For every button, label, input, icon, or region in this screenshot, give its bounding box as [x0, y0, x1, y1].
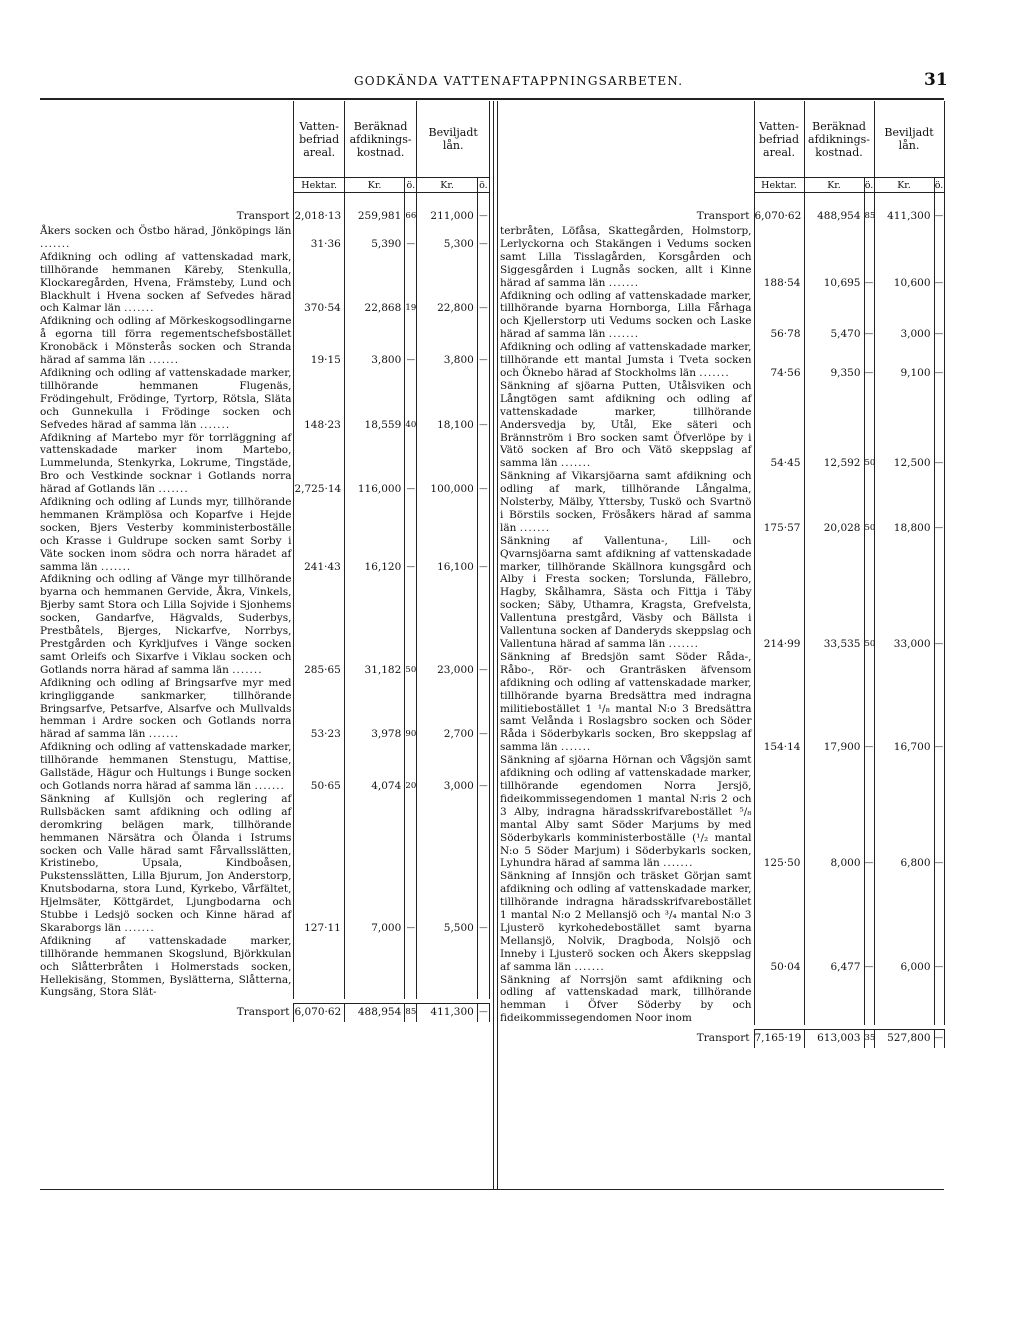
- transport-label: Transport: [696, 1031, 750, 1044]
- entry-description: [40, 935, 294, 1000]
- entry-text: Sänkning af Bredsjön samt Söder Råda-, Råbo-, Rör- och Granträsken äfvensom afdikning och odling af vattenskadade marker, tillhörande byarna Bredsättra med indragna militiebostället 1 ¹/₈ mantal N:o 3 Bredsättra samt Velånda i Roslagsbro socken och Söder Råda i Söderbykarls socken, Bro skeppslag af samma län: [500, 650, 752, 754]
- entry-text: Afdikning och odling af vattenskadade marker, tillhörande ett mantal Jumsta i Tveta socken och Öknebo härad af Stockholms län: [500, 341, 752, 379]
- entry-text: terbråten, Löfåsa, Skattegården, Holmstorp, Lerlyckorna och Stakängen i Vedums socken samt Lilla Tisslagården, Korsgården och Siggesgården i Lugnås socken, allt i Kinne härad af samma län: [500, 225, 752, 289]
- transport-in-row: [40, 207, 490, 225]
- unit-ore: ö.: [934, 179, 944, 191]
- loan-kr-cell: 3,000: [417, 741, 477, 793]
- cost-ore-cell: —: [864, 290, 874, 342]
- entry-row: [500, 341, 944, 380]
- loan-kr-cell: 18,100: [417, 367, 477, 432]
- area-cell: 6,070·62: [294, 1003, 344, 1022]
- transport-label: Transport: [236, 1006, 290, 1019]
- entry-description: [40, 367, 294, 432]
- area-cell: 50·65: [294, 741, 344, 793]
- entry-text: Sänkning af Vikarsjöarna samt afdikning och odling af mark, tillhörande Långalma, Nolsterby, Mälby, Yttersby, Tuskö och Svartnö i Börstils socken, Frösåkers härad af samma län: [500, 470, 752, 534]
- loan-header: Beviljadt lån.: [874, 101, 944, 178]
- loan-kr-cell: 5,300: [417, 225, 477, 251]
- entry-text: Sänkning af sjöarna Putten, Utålsviken och Långtögen samt afdikning och odling af vattenskadade marker, tillhörande Andersvedja by, Utål, Eke säteri och Brännström i Bro socken samt Öfverlöpe by i Vätö socken af Bro och Vätö skeppslag af samma län: [500, 379, 752, 470]
- leader-dots: .......: [574, 960, 605, 973]
- loan-ore-cell: —: [934, 380, 944, 470]
- cost-ore-cell: 66: [405, 207, 417, 225]
- cost-kr-cell: 16,120: [344, 496, 404, 573]
- loan-ore-cell: —: [934, 1029, 944, 1048]
- entry-text: Sänkning af sjöarna Hörnan och Vågsjön samt afdikning och odling af vattenskadade marker, tillhörande egendomen Norra Jersjö, fideikommissegendomen 1 mantal N:ris 2 och 3 Alby, indragna häradsskrifvarebostället ⁵/₈ mantal Alby samt Söder Marjums by med Söderbykarls komministerboställe (¹/₂ mantal N:o 5 Söder Marjum) i Söderbykarls socken, Lyhundra härad af samma län: [500, 754, 752, 870]
- entry-row: [40, 251, 490, 316]
- loan-header: Beviljadt lån.: [417, 101, 490, 178]
- cost-kr-cell: 3,800: [344, 315, 404, 367]
- area-cell: 7,165·19: [754, 1029, 804, 1048]
- entry-description: [500, 225, 754, 290]
- leader-dots: .......: [148, 354, 180, 367]
- entry-description: [40, 315, 294, 367]
- leader-dots: .......: [158, 483, 189, 496]
- unit-kr: Kr.: [344, 178, 404, 193]
- cost-ore-cell: 50: [864, 535, 874, 651]
- loan-ore-cell: —: [934, 225, 944, 290]
- loan-ore-cell: —: [934, 870, 944, 973]
- cost-ore-cell: [405, 935, 417, 1000]
- entry-description: [40, 793, 294, 935]
- leader-dots: .......: [254, 779, 285, 792]
- bottom-rule: [40, 1189, 944, 1190]
- loan-ore-cell: —: [477, 225, 489, 251]
- entry-row: [40, 935, 490, 1000]
- cost-kr-cell: 10,695: [804, 225, 864, 290]
- loan-ore-cell: —: [934, 535, 944, 651]
- cost-ore-cell: 50: [405, 573, 417, 676]
- loan-ore-cell: —: [934, 470, 944, 535]
- loan-kr-cell: 3,000: [874, 290, 934, 342]
- cost-kr-cell: 3,978: [344, 677, 404, 742]
- loan-ore-cell: —: [477, 251, 489, 316]
- leader-dots: .......: [124, 921, 155, 934]
- leader-dots: .......: [519, 521, 551, 534]
- cost-ore-cell: —: [405, 432, 417, 497]
- transport-label: Transport: [696, 209, 750, 222]
- cost-kr-cell: 17,900: [804, 651, 864, 754]
- entry-text: Sänkning af Kullsjön och reglering af Rullsbäcken samt afdikning och odling af deromkring belägen mark, tillhörande hemmanen Närsätra och Ölanda i Istrums socken och Valle härad samt Fårvallsslätten, Kristinebo, Upsala, Kindboåsen, Pukstensslätten, Lilla Bjurum, Jon Anderstorp, Knutsbodarna, stora Lund, Kyrkebo, Vårfältet, Hjelmsäter, Köttgärdet, Ljungbodarna och Stubbe i Ledsjö socken och Kinne härad af Skaraborgs län: [40, 792, 292, 934]
- cost-kr-cell: 8,000: [804, 754, 864, 870]
- entry-row: [40, 573, 490, 676]
- loan-kr-cell: [874, 974, 934, 1026]
- transport-out-row: [500, 1029, 944, 1048]
- loan-kr-cell: 16,100: [417, 496, 477, 573]
- leader-dots: .......: [560, 457, 592, 470]
- entry-description: [500, 535, 754, 651]
- area-cell: [754, 974, 804, 1026]
- transport-in-row: [500, 207, 944, 225]
- cost-kr-cell: 116,000: [344, 432, 404, 497]
- entry-description: [500, 341, 754, 380]
- loan-ore-cell: —: [477, 432, 489, 497]
- unit-hektar: Hektar.: [294, 178, 344, 193]
- area-cell: 214·99: [754, 535, 804, 651]
- loan-kr-cell: 16,700: [874, 651, 934, 754]
- entry-row: [500, 290, 944, 342]
- loan-kr-cell: 3,800: [417, 315, 477, 367]
- area-cell: 125·50: [754, 754, 804, 870]
- area-cell: [294, 935, 344, 1000]
- entry-row: [40, 741, 490, 793]
- area-cell: 2,725·14: [294, 432, 344, 497]
- cost-ore-cell: —: [864, 870, 874, 973]
- cost-kr-cell: 4,074: [344, 741, 404, 793]
- area-cell: 154·14: [754, 651, 804, 754]
- page-number: 31: [924, 70, 948, 90]
- area-cell: 50·04: [754, 870, 804, 973]
- leader-dots: .......: [199, 418, 231, 431]
- leader-dots: .......: [560, 741, 592, 754]
- cost-ore-cell: 40: [405, 367, 417, 432]
- entry-description: [500, 651, 754, 754]
- cost-header: Beräknad afdiknings- kostnad.: [344, 101, 417, 178]
- entry-description: [40, 225, 294, 251]
- leader-dots: .......: [668, 638, 700, 650]
- entry-text: Afdikning af Martebo myr för torrläggning af vattenskadade marker inom Martebo, Lummelunda, Stenkyrka, Lokrume, Tingstäde, Bro och Vestkinde socknar i Gotlands norra härad af Gotlands län: [40, 431, 292, 496]
- loan-ore-cell: [934, 974, 944, 1026]
- unit-kr: Kr.: [417, 178, 477, 193]
- loan-kr-cell: 22,800: [417, 251, 477, 316]
- entry-row: [500, 754, 944, 870]
- entry-text: Sänkning af Innsjön och träsket Görjan samt afdikning och odling af vattenskadade marker, tillhörande indragna häradsskrifvarebostället 1 mantal N:o 2 Mellansjö och ³/₄ mantal N:o 3 Ljusterö kyrkohedebostället samt byarna Mellansjö, Nolvik, Dragboda, Nolsjö och Inneby i Ljusterö socken och Åkers skeppslag af samma län: [500, 870, 752, 973]
- loan-kr-cell: 6,000: [874, 870, 934, 973]
- area-cell: 175·57: [754, 470, 804, 535]
- area-header: Vatten- befriad areal.: [754, 101, 804, 178]
- loan-ore-cell: —: [477, 1003, 489, 1022]
- loan-kr-cell: 9,100: [874, 341, 934, 380]
- entry-text: Afdikning och odling af Mörkeskogsodlingarne å egorna till förra regementschefsbostället Kronobäck i Mönsterås socken och Stranda härad af samma län: [40, 315, 292, 367]
- entry-text: Afdikning och odling af vattenskadade marker, tillhörande hemmanen Flugenäs, Frödingehult, Frödinge, Tyrtorp, Rötsla, Släta och Gunnekulla i Frödinge socken och Sefvedes härad af samma län: [40, 366, 292, 431]
- entry-text: Afdikning och odling af Vänge myr tillhörande byarna och hemmanen Gervide, Åkra, Vinkels, Bjerby samt Stora och Lilla Sojvide i Sjonhems socken, Gandarfve, Hägvalds, Suderbys, Prestbåtels, Bjerges, Nickarfve, Norrbys, Prestgården och Kyrkljufves i Vänge socken samt Orleifs och Sixarfve i Viklau socken och Gotlands norra härad af samma län: [40, 573, 292, 676]
- loan-kr-cell: 5,500: [417, 793, 477, 935]
- leader-dots: .......: [148, 728, 180, 741]
- entry-text: Sänkning af Norrsjön samt afdikning och odling af vattenskadad mark, tillhörande hemman i Öfver Söderby by och fideikommissegendomen Noor inom: [500, 973, 752, 1025]
- cost-kr-cell: [344, 935, 404, 1000]
- entry-text: Sänkning af Vallentuna-, Lill- och Qvarnsjöarna samt afdikning af vattenskadade marker, tillhörande Skällnora kungsgård och Alby i Fresta socken; Torslunda, Fällebro, Hagby, Skålhamra, Sästa och Fittja i Täby socken; Säby, Uthamra, Kragsta, Grefvelsta, Vallentuna prestgård, Väsby och Bällsta i Vallentuna socken af Danderyds skeppslag och Vallentuna härad af samma län: [500, 534, 752, 650]
- loan-ore-cell: —: [477, 496, 489, 573]
- entry-row: [500, 380, 944, 470]
- cost-ore-cell: —: [864, 651, 874, 754]
- loan-ore-cell: —: [477, 367, 489, 432]
- loan-kr-cell: 10,600: [874, 225, 934, 290]
- entry-row: [40, 315, 490, 367]
- left-column: [40, 101, 490, 1189]
- cost-ore-cell: —: [405, 496, 417, 573]
- cost-kr-cell: 9,350: [804, 341, 864, 380]
- area-cell: 31·36: [294, 225, 344, 251]
- entry-description: [500, 870, 754, 973]
- loan-kr-cell: 411,300: [874, 207, 934, 225]
- entry-text: Åkers socken och Östbo härad, Jönköpings län: [40, 225, 292, 237]
- cost-ore-cell: 90: [405, 677, 417, 742]
- leader-dots: .......: [232, 663, 263, 676]
- cost-ore-cell: 50: [864, 380, 874, 470]
- area-cell: 370·54: [294, 251, 344, 316]
- cost-kr-cell: 6,477: [804, 870, 864, 973]
- loan-kr-cell: 2,700: [417, 677, 477, 742]
- cost-ore-cell: —: [405, 315, 417, 367]
- cost-ore-cell: —: [864, 225, 874, 290]
- unit-blank: [40, 178, 294, 193]
- loan-ore-cell: —: [477, 793, 489, 935]
- area-cell: 6,070·62: [754, 207, 804, 225]
- cost-kr-cell: 33,535: [804, 535, 864, 651]
- cost-kr-cell: 7,000: [344, 793, 404, 935]
- area-cell: 127·11: [294, 793, 344, 935]
- area-header: Vatten- befriad areal.: [294, 101, 344, 178]
- cost-header: Beräknad afdiknings- kostnad.: [804, 101, 874, 178]
- cost-kr-cell: [804, 974, 864, 1026]
- loan-kr-cell: 23,000: [417, 573, 477, 676]
- leader-dots: .......: [699, 366, 730, 379]
- cost-ore-cell: 85: [405, 1003, 417, 1022]
- entry-text: Afdikning och odling af vattenskadade marker, tillhörande byarna Hornborga, Lilla Fårhaga och Kjellerstorp uti Vedums socken och Laske härad af samma län: [500, 289, 752, 341]
- transport-out-row: [40, 1003, 490, 1022]
- unit-ore: ö.: [406, 179, 416, 191]
- top-rule: [40, 98, 944, 100]
- entry-row: [500, 470, 944, 535]
- entry-text: Afdikning och odling af Lunds myr, tillhörande hemmanen Krämplösa och Koparfve i Hejde socken, Bjers Vesterby komministerboställe och Krasse i Guldrupe socken samt Sorby i Väte socken inom södra och norra häradet af samma län: [40, 496, 292, 573]
- entry-row: [500, 535, 944, 651]
- loan-kr-cell: 12,500: [874, 380, 934, 470]
- loan-ore-cell: —: [477, 741, 489, 793]
- cost-kr-cell: 31,182: [344, 573, 404, 676]
- cost-kr-cell: 5,470: [804, 290, 864, 342]
- loan-ore-cell: —: [934, 341, 944, 380]
- loan-ore-cell: [477, 935, 489, 1000]
- cost-kr-cell: 12,592: [804, 380, 864, 470]
- cost-ore-cell: —: [864, 754, 874, 870]
- cost-kr-cell: 22,868: [344, 251, 404, 316]
- entry-description: [500, 380, 754, 470]
- entry-text: Afdikning och odling af Bringsarfve myr med kringliggande sankmarker, tillhörande Bringsarfve, Petsarfve, Alsarfve och Mullvalds hemman i Ardre socken och Gotlands norra härad af samma län: [40, 676, 292, 741]
- cost-ore-cell: —: [405, 225, 417, 251]
- loan-kr-cell: 18,800: [874, 470, 934, 535]
- cost-kr-cell: 488,954: [804, 207, 864, 225]
- entry-row: [40, 367, 490, 432]
- entry-description: [500, 470, 754, 535]
- cost-ore-cell: —: [864, 341, 874, 380]
- transport-label: Transport: [236, 209, 290, 222]
- entry-row: [40, 677, 490, 742]
- cost-ore-cell: 20: [405, 741, 417, 793]
- cost-ore-cell: 35: [864, 1029, 874, 1048]
- entry-description: [40, 251, 294, 316]
- entry-description: [40, 496, 294, 573]
- cost-kr-cell: 488,954: [344, 1003, 404, 1022]
- entry-description: [40, 573, 294, 676]
- entry-description: [40, 677, 294, 742]
- cost-ore-cell: [864, 974, 874, 1026]
- desc-header-blank: [40, 101, 294, 178]
- entry-description: [500, 290, 754, 342]
- area-cell: 56·78: [754, 290, 804, 342]
- area-cell: 19·15: [294, 315, 344, 367]
- area-cell: 54·45: [754, 380, 804, 470]
- unit-hektar: Hektar.: [754, 178, 804, 193]
- loan-ore-cell: —: [934, 207, 944, 225]
- loan-ore-cell: —: [934, 651, 944, 754]
- leader-dots: .......: [608, 276, 640, 289]
- loan-kr-cell: [417, 935, 477, 1000]
- desc-header-blank: [500, 101, 754, 178]
- cost-ore-cell: 19: [405, 251, 417, 316]
- loan-kr-cell: 527,800: [874, 1029, 934, 1048]
- loan-kr-cell: 6,800: [874, 754, 934, 870]
- left-body: [40, 193, 490, 1022]
- entry-row: [500, 651, 944, 754]
- entry-description: [40, 741, 294, 793]
- entry-row: [40, 793, 490, 935]
- entry-description: [500, 974, 754, 1026]
- unit-ore: ö.: [479, 179, 488, 191]
- unit-kr: Kr.: [874, 178, 934, 193]
- entry-text: Afdikning och odling af vattenskadad mark, tillhörande hemmanen Käreby, Stenkulla, Klockaregården, Hvena, Främsteby, Lund och Blackhult i Hvena socken af Sefvedes härad och Kalmar län: [40, 250, 292, 315]
- left-table: [40, 101, 490, 1022]
- cost-kr-cell: 20,028: [804, 470, 864, 535]
- entry-text: Afdikning och odling af vattenskadade marker, tillhörande hemmanen Stenstugu, Mattise, Gallstäde, Hägur och Hultungs i Bunge socken och Gotlands norra härad af samma län: [40, 741, 292, 792]
- loan-ore-cell: —: [934, 290, 944, 342]
- entry-description: [500, 754, 754, 870]
- area-cell: 188·54: [754, 225, 804, 290]
- cost-ore-cell: 85: [864, 207, 874, 225]
- cost-kr-cell: 259,981: [344, 207, 404, 225]
- loan-kr-cell: 100,000: [417, 432, 477, 497]
- entry-row: [40, 496, 490, 573]
- cost-ore-cell: 50: [864, 470, 874, 535]
- leader-dots: .......: [663, 857, 694, 870]
- area-cell: 2,018·13: [294, 207, 344, 225]
- loan-ore-cell: —: [477, 207, 489, 225]
- entry-row: [500, 974, 944, 1026]
- cost-kr-cell: 5,390: [344, 225, 404, 251]
- running-head: [0, 70, 1024, 94]
- area-cell: 285·65: [294, 573, 344, 676]
- leader-dots: .......: [124, 302, 155, 315]
- leader-dots: .......: [100, 560, 132, 573]
- entry-text: Afdikning af vattenskadade marker, tillhörande hemmanen Skogslund, Björkkulan och Slåtterbråten i Holmerstads socken, Hellekisäng, Stommen, Byslätterna, Slåtterna, Kungsäng, Stora Slät-: [40, 934, 292, 999]
- cost-ore-cell: —: [405, 793, 417, 935]
- loan-ore-cell: —: [477, 677, 489, 742]
- area-cell: 53·23: [294, 677, 344, 742]
- loan-kr-cell: 411,300: [417, 1003, 477, 1022]
- entry-description: [40, 432, 294, 497]
- area-cell: 148·23: [294, 367, 344, 432]
- unit-ore: ö.: [864, 179, 874, 191]
- area-cell: 74·56: [754, 341, 804, 380]
- page-title: GODKÄNDA VATTENAFTAPPNINGSARBETEN.: [354, 74, 684, 88]
- entry-row: [40, 432, 490, 497]
- unit-kr: Kr.: [804, 178, 864, 193]
- entry-row: [500, 225, 944, 290]
- unit-blank: [500, 178, 754, 193]
- leader-dots: .......: [40, 237, 71, 250]
- cost-kr-cell: 18,559: [344, 367, 404, 432]
- loan-ore-cell: —: [477, 315, 489, 367]
- right-column: [500, 101, 944, 1189]
- loan-kr-cell: 33,000: [874, 535, 934, 651]
- column-separator-inner: [497, 101, 498, 1189]
- loan-kr-cell: 211,000: [417, 207, 477, 225]
- column-separator: [493, 101, 494, 1189]
- entry-row: [500, 870, 944, 973]
- area-cell: 241·43: [294, 496, 344, 573]
- right-body: [500, 193, 944, 1048]
- entry-row: [40, 225, 490, 251]
- cost-kr-cell: 613,003: [804, 1029, 864, 1048]
- right-table: [500, 101, 945, 1048]
- loan-ore-cell: —: [477, 573, 489, 676]
- loan-ore-cell: —: [934, 754, 944, 870]
- leader-dots: .......: [608, 328, 640, 341]
